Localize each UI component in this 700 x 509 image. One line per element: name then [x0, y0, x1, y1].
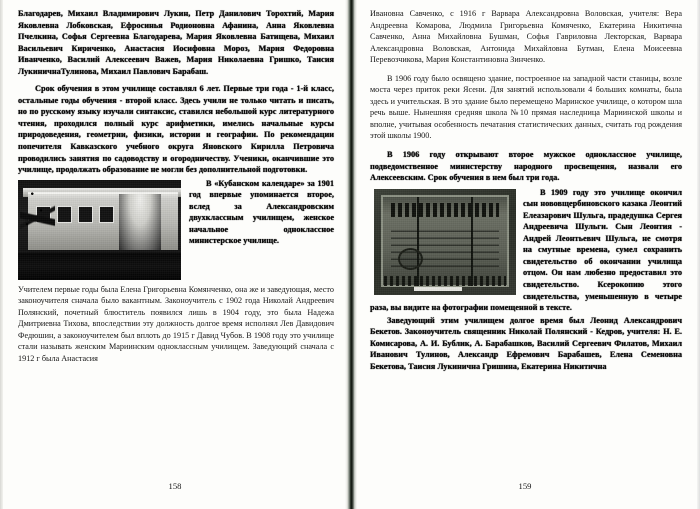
page-right-column — [370, 8, 682, 372]
scan-edge-left — [0, 0, 3, 509]
page-number: 159 — [518, 481, 532, 491]
paragraph: Ивановна Савченко, с 1916 г Варвара Александровна Воловская, учителя: Вера Андреевна Комарова, Людмила Григорьевна Комяченко, Екатерина Никитична Савченко, Анна Михайловна Бушман, Софья Гавриловна Лекторская, Варвара Александровна Воловская, Антонида Михайловна Бутман, Елена Моисеевна Перевозчикова, Мария Константиновна Зинченко. — [370, 9, 682, 65]
paragraph: В «Кубанском календаре» за 1901 год впервые упоминается второе, вслед за Александровским двухклассным училищем, женское начальное одноклассное министерское училище. — [189, 178, 334, 246]
page-left-column — [18, 8, 334, 364]
school-building-photo — [18, 180, 181, 280]
paragraph: Учителем первые годы была Елена Григорьевна Комянченко, она же и заведующая, место законоучителя сначала было вакантным. Законоучитель с 1902 года Николай Андреевич Полянский, почетный блюститель появился лишь в 1904 году, это была Надежа Дмитриевна Тихова, впоследствии эту должность долгое время исполнял Лев Давидович Федюшин, а законоучителем был вплоть до 1915 г Давид Чубов. В 1908 году это училище стали называть женским Мариинским одноклассным училищем. Заведующий сначала с 1912 г была Анастасия — [18, 284, 334, 363]
photo-grain-overlay — [18, 180, 181, 280]
certificate-photocopy — [374, 189, 516, 295]
page-right — [350, 0, 700, 509]
paragraph: Благодарев, Михаил Владимирович Лукин, Петр Данилович Торохтий, Мария Яковлевна Лобковская, Ефросинья Родионовна Афанина, Анна Яковлевна Пчелкина, Софья Сергеевна Благодарева, Мария Яковлевна Батищева, Михаил Васильевич Кириченко, Анастасия Иосифовна Мороз, Мария Федоровна Иванченко, Василий Алексеевич Важев, Мария Николаевна Гришко, Таисия ЛукиничнаТулинова, Михаил Павлович Барабаш. — [18, 9, 334, 76]
paragraph: Заведующий этим училищем долгое время был Леонид Александрович Бекетов. Законоучитель священник Николай Полянский - Кедров, учителя: Н. Е. Комисарова, А. И. Бублик, А. Барабашков, Василий Сергеевич Филатов, Михаил Иванович Тулинов, Александр Ефремович Барабашев, Елена Семеновна Бекетова, Таисия Лукинична Гришина, Екатерина Никитична — [370, 315, 682, 371]
paragraph: В 1906 году открывают второе мужское одноклассное училище, подведомственное министерству народного просвещения, назвали его Алексеевским. Срок обучения в нем был три года. — [370, 150, 682, 183]
page-number: 158 — [168, 481, 182, 491]
photo-grain-overlay — [374, 189, 516, 295]
paragraph: В 1906 году было освящено здание, построенное на западной части станицы, возле моста через приток реки Ясени. Для занятий использовали 4 больших комнаты, была здесь и учительская. В это здание было перемещено Маринское училище, о котором шла речь выше. Нынешняя средняя школа №10 прямая наследница Мариинской школы и вполне, учитывая особенность печатания статистических данных, считать год рождения этой школы 1900. — [370, 73, 682, 141]
paragraph: В 1909 году это училище окончил сын нововщербиновского казака Леонтий Елеазарович Шульга, прадедушка Сергея Андреевича Шульги. Сын Леонтия - Андрей Леонтьевич Шульга, не смотря на смутные времена, сумел сохранить свидетельство об окончании училища отцом. Он нам любезно предоставил это свидетельство. Ксерокопию этого свидетельства, уменьшенную в четыре раза, вы видите на фотографии помещенной в тексте. — [370, 187, 682, 313]
book-gutter — [345, 0, 357, 509]
photo-frame — [18, 180, 181, 280]
photo-frame — [374, 189, 516, 295]
paragraph: Срок обучения в этом училище составлял 6 лет. Первые три года - 1-й класс, остальные годы обучения - второй класс. Здесь учили не только читать и писать, но по русскому языку изучали синтаксис, ставился небольшой курс литературного чтения, проходился полный курс арифметики, имелись начальные курсы природоведения, геометрии, физики, истории и географии. По рекомендации попечителя Кавказского учебного округа Яновского Кирилла Петровича проводились занятия по садоводству и огородничеству. Ученики, оканчившие это училище, продолжать образование не могли без дополнительной подготовки. — [18, 84, 334, 175]
